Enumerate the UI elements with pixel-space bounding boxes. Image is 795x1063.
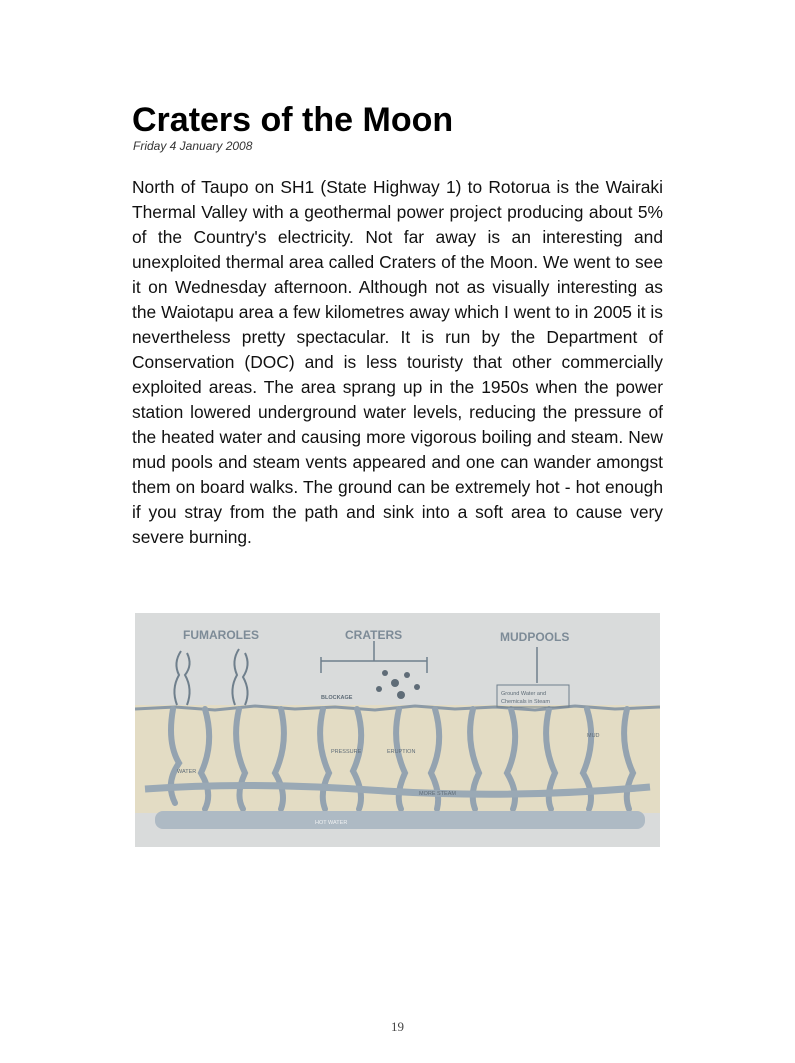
label-fumaroles: FUMAROLES bbox=[183, 628, 259, 642]
label-craters: CRATERS bbox=[345, 628, 403, 642]
label-mudpools: MUDPOOLS bbox=[500, 630, 570, 644]
geothermal-diagram bbox=[135, 613, 660, 847]
article-title: Craters of the Moon bbox=[132, 101, 454, 139]
label-eruption: ERUPTION bbox=[387, 749, 416, 755]
page-number: 19 bbox=[391, 1019, 404, 1034]
label-groundwater-note-1: Ground Water and bbox=[501, 691, 547, 697]
article-body: North of Taupo on SH1 (State Highway 1) to Rotorua is the Wairaki Thermal Valley with a geothermal power project producing about 5% of the Country's electricity. Not far away is an interesting and unexploited thermal area called Craters of the Moon. We went to see it on Wednesday afternoon. Although not as visually interesting as the Waiotapu area a few kilometres away which I went to in 2005 it is nevertheless pretty spectacular. It is run by the Department of Conservation (DOC) and is less touristy that other commercially exploited areas. The area sprang up in the 1950s when the power station lowered underground water levels, reducing the pressure of the heated water and causing more vigorous boiling and steam. New mud pools and steam vents appeared and one can wander amongst them on board walks. The ground can be extremely hot - hot enough if you stray from the path and sink into a soft area to cause very severe burning. bbox=[132, 177, 663, 547]
geothermal-diagram-photo bbox=[135, 613, 660, 847]
label-water: WATER bbox=[177, 769, 197, 775]
label-blockage: BLOCKAGE bbox=[321, 695, 353, 701]
label-pressure: PRESSURE bbox=[331, 749, 362, 755]
article-date: Friday 4 January 2008 bbox=[133, 139, 253, 153]
label-hot-water: HOT WATER bbox=[315, 820, 348, 826]
label-groundwater-note-2: Chemicals in Steam bbox=[501, 699, 550, 705]
label-mud: MUD bbox=[587, 733, 600, 739]
label-more-steam: MORE STEAM bbox=[419, 791, 456, 797]
